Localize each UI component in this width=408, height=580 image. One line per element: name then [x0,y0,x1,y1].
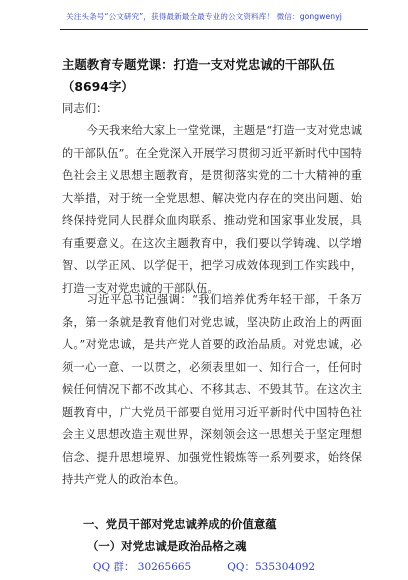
document-title: 主题教育专题党课：打造一支对党忠诚的干部队伍（8694字） [62,57,335,94]
paragraph: 今天我来给大家上一堂党课，主题是“打造一支对党忠诚的干部队伍”。在全党深入开展学习贯彻习近平新时代中国特色社会主义思想主题教育，是贯彻落实党的二十大精神的重大举措，对于统一全党思想、解决党内存在的突出问题、始终保持党同人民群众血肉联系、推动党和国家事业发展，具有重要意义。在这次主题教育中，我们要以学铸魂、以学增智、以学正风、以学促干，把学习成效体现到工作实践中，打造一支对党忠诚的干部队伍。 [62,124,362,295]
paragraph: 习近平总书记强调：“我们培养优秀年轻干部，千条万条，第一条就是教育他们对党忠诚，坚决防止政治上的两面人。”对党忠诚，是共产党人首要的政治品质。对党忠诚，必须一心一意、一以贯之，必须表里如一、知行合一，任何时候任何情况下都不改其心、不移其志、不毁其节。在这次主题教育中，广大党员干部要自觉用习近平新时代中国特色社会主义思想改造主观世界，深刻领会这一思想关于坚定理想信念、提升思想境界、加强党性锻炼等一系列要求，始终保持共产党人的政治本色。 [62,293,362,486]
qq-group-text: QQ 群： 30265665 [92,561,192,573]
section-heading: 一、党员干部对党忠诚养成的价值意蕴 [83,517,277,531]
header-divider [60,29,368,30]
qq-text: QQ：535304092 [227,561,316,573]
salutation: 同志们： [62,101,108,115]
header-banner: 关注头条号“公文研究”，获得最新最全最专业的公文资料库！ 微信：gongwenyj [66,12,342,21]
subsection-heading: （一）对党忠诚是政治品格之魂 [87,539,247,553]
footer-contact [0,559,408,574]
